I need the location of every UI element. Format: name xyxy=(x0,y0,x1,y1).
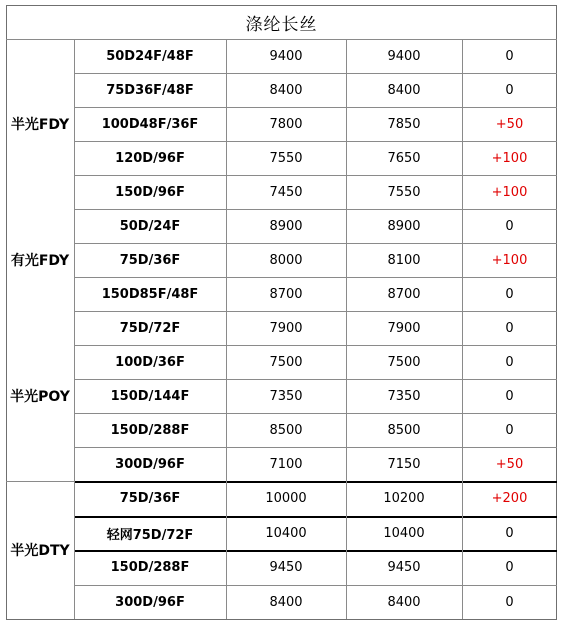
group-label: 半光DTY xyxy=(10,543,70,559)
current-price-cell: 9450 xyxy=(387,560,421,575)
price-change-cell: +200 xyxy=(491,491,528,506)
current-price-cell: 7650 xyxy=(387,150,421,166)
current-price-cell: 9400 xyxy=(387,48,421,64)
price-change-cell: 0 xyxy=(505,525,514,541)
current-price-cell: 7550 xyxy=(387,184,421,200)
spec-cell: 300D/96F xyxy=(115,456,185,472)
price-change-cell: +100 xyxy=(491,184,528,200)
previous-price-cell: 8000 xyxy=(269,252,303,268)
spec-cell: 100D/36F xyxy=(115,354,185,370)
price-change-cell: +100 xyxy=(491,150,528,166)
price-change-cell: +50 xyxy=(495,116,524,132)
current-price-cell: 7900 xyxy=(387,320,421,336)
previous-price-cell: 9450 xyxy=(269,560,303,575)
price-change-cell: 0 xyxy=(505,48,514,64)
previous-price-cell: 7550 xyxy=(269,150,303,166)
spec-cell: 100D48F/36F xyxy=(101,116,199,132)
price-change-cell: 0 xyxy=(505,286,514,302)
current-price-cell: 7350 xyxy=(387,388,421,404)
group-label: 半光POY xyxy=(10,389,70,405)
spec-cell: 75D/72F xyxy=(119,320,181,336)
spec-cell: 150D/288F xyxy=(110,422,190,438)
current-price-cell: 7850 xyxy=(387,116,421,132)
previous-price-cell: 8400 xyxy=(269,82,303,98)
spec-cell: 150D/96F xyxy=(115,184,185,200)
price-change-cell: 0 xyxy=(505,218,514,234)
previous-price-cell: 7500 xyxy=(269,354,303,370)
spec-cell: 120D/96F xyxy=(115,150,185,166)
price-change-cell: +50 xyxy=(495,456,524,472)
price-change-cell: 0 xyxy=(505,82,514,98)
spec-cell: 轻网75D/72F xyxy=(106,527,194,543)
previous-price-cell: 8400 xyxy=(269,594,303,610)
spec-cell: 150D/288F xyxy=(110,560,190,575)
current-price-cell: 8400 xyxy=(387,82,421,98)
spec-cell: 300D/96F xyxy=(115,594,185,610)
previous-price-cell: 9400 xyxy=(269,48,303,64)
current-price-cell: 8400 xyxy=(387,594,421,610)
group-label: 有光FDY xyxy=(10,253,70,269)
spec-cell: 75D/36F xyxy=(119,252,181,268)
price-change-cell: 0 xyxy=(505,422,514,438)
current-price-cell: 7150 xyxy=(387,456,421,472)
group-label: 半光FDY xyxy=(10,117,70,133)
price-change-cell: 0 xyxy=(505,354,514,370)
current-price-cell: 10400 xyxy=(383,525,425,541)
previous-price-cell: 10000 xyxy=(265,491,307,506)
table-title: 涤纶长丝 xyxy=(245,14,318,35)
previous-price-cell: 8900 xyxy=(269,218,303,234)
previous-price-cell: 7350 xyxy=(269,388,303,404)
previous-price-cell: 7450 xyxy=(269,184,303,200)
spec-cell: 150D/144F xyxy=(110,388,190,404)
spec-cell: 75D36F/48F xyxy=(106,82,194,98)
spec-cell: 75D/36F xyxy=(119,491,181,506)
current-price-cell: 8900 xyxy=(387,218,421,234)
price-change-cell: 0 xyxy=(505,388,514,404)
price-change-cell: 0 xyxy=(505,320,514,336)
previous-price-cell: 8700 xyxy=(269,286,303,302)
spec-cell: 50D/24F xyxy=(119,218,181,234)
spec-cell: 150D85F/48F xyxy=(101,286,199,302)
current-price-cell: 7500 xyxy=(387,354,421,370)
current-price-cell: 8500 xyxy=(387,422,421,438)
price-change-cell: 0 xyxy=(505,560,514,575)
previous-price-cell: 7800 xyxy=(269,116,303,132)
current-price-cell: 8700 xyxy=(387,286,421,302)
spec-cell: 50D24F/48F xyxy=(106,48,194,64)
previous-price-cell: 7100 xyxy=(269,456,303,472)
previous-price-cell: 8500 xyxy=(269,422,303,438)
price-change-cell: 0 xyxy=(505,594,514,610)
price-change-cell: +100 xyxy=(491,252,528,268)
previous-price-cell: 7900 xyxy=(269,320,303,336)
current-price-cell: 10200 xyxy=(383,491,425,506)
current-price-cell: 8100 xyxy=(387,252,421,268)
previous-price-cell: 10400 xyxy=(265,525,307,541)
